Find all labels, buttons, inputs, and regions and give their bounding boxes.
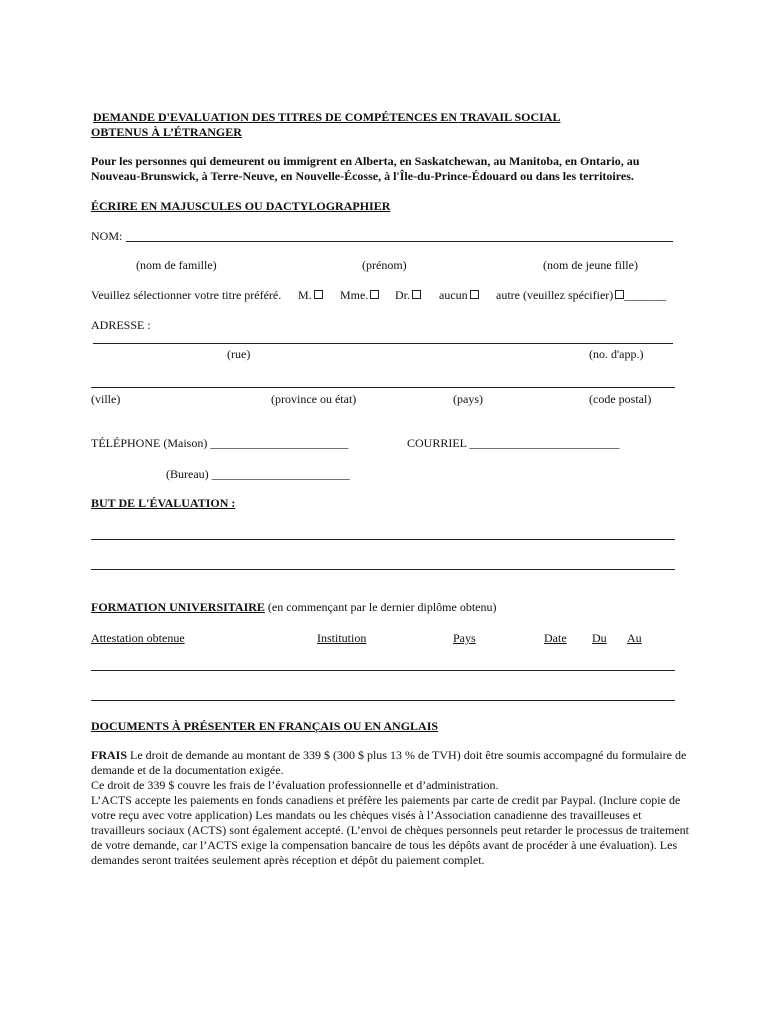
documents-heading: DOCUMENTS À PRÉSENTER EN FRANÇAIS OU EN ANGLAIS — [91, 719, 439, 733]
email-field[interactable]: COURRIEL _________________________ — [407, 436, 620, 450]
column-date: Date — [544, 631, 567, 645]
home-phone-field[interactable]: TÉLÉPHONE (Maison) _______________________ — [91, 436, 349, 450]
name-field[interactable] — [126, 241, 673, 242]
purpose-heading: BUT DE L'ÉVALUATION : — [91, 496, 236, 510]
apartment-caption: (no. d'app.) — [589, 347, 644, 361]
address-city-field[interactable] — [91, 387, 675, 388]
title-none-label: aucun — [439, 288, 468, 302]
fees-paragraph-1 — [91, 748, 691, 778]
intro-line-1: Pour les personnes qui demeurent ou immigrent en Alberta, en Saskatchewan, au Manitoba, en Ontario, au — [91, 154, 640, 168]
street-caption: (rue) — [227, 347, 251, 361]
address-label: ADRESSE : — [91, 318, 151, 332]
fees-paragraph-2: Ce droit de 339 $ couvre les frais de l’évaluation professionnelle et d’administration. — [91, 778, 499, 792]
column-credential: Attestation obtenue — [91, 631, 185, 645]
column-country: Pays — [453, 631, 476, 645]
column-to: Au — [627, 631, 642, 645]
title-other-blank: _______ — [624, 288, 667, 302]
maiden-name-caption: (nom de jeune fille) — [543, 258, 638, 272]
title-dr-label: Dr. — [395, 288, 410, 302]
title-m-label: M. — [298, 288, 312, 302]
education-heading: FORMATION UNIVERSITAIRE — [91, 600, 265, 614]
form-title-line-1: DEMANDE D'EVALUATION DES TITRES DE COMPÉTENCES EN TRAVAIL SOCIAL — [93, 110, 561, 124]
education-note: (en commençant par le dernier diplôme obtenu) — [264, 600, 497, 614]
title-option-none[interactable] — [439, 288, 479, 302]
title-other-label: autre (veuillez spécifier) — [496, 288, 614, 302]
checkbox-none[interactable] — [470, 290, 479, 299]
checkbox-dr[interactable] — [412, 290, 421, 299]
title-option-mme[interactable] — [340, 288, 379, 302]
checkbox-mme[interactable] — [370, 290, 379, 299]
instruction-heading: ÉCRIRE EN MAJUSCULES OU DACTYLOGRAPHIER — [91, 199, 391, 213]
city-caption: (ville) — [91, 392, 121, 406]
postal-code-caption: (code postal) — [589, 392, 652, 406]
purpose-field-1[interactable] — [91, 539, 675, 540]
name-label: NOM: — [91, 229, 123, 243]
fees-label: FRAIS — [91, 748, 128, 762]
address-street-field[interactable] — [93, 343, 673, 344]
fees-text-1: Le droit de demande au montant de 339 $ (300 $ plus 13 % de TVH) doit être soumis accompagné du formulaire de demande et de la documentation exigée. — [91, 748, 687, 777]
education-row-field-2[interactable] — [91, 700, 675, 701]
column-institution: Institution — [317, 631, 367, 645]
education-heading-row — [91, 600, 496, 614]
province-caption: (province ou état) — [271, 392, 357, 406]
family-name-caption: (nom de famille) — [136, 258, 217, 272]
purpose-field-2[interactable] — [91, 569, 675, 570]
title-option-m[interactable] — [298, 288, 323, 302]
education-row-field-1[interactable] — [91, 670, 675, 671]
checkbox-m[interactable] — [314, 290, 323, 299]
title-option-dr[interactable] — [395, 288, 421, 302]
work-phone-field[interactable]: (Bureau) _______________________ — [166, 467, 350, 481]
column-from: Du — [592, 631, 607, 645]
fees-paragraph-3: L’ACTS accepte les paiements en fonds canadiens et préfère les paiements par carte de credit par Paypal. (Inclure copie de votre reçu avec votre application) Les mandats ou les chèques visés à l’Association canadienne des travailleuses et travailleurs sociaux (ACTS) sont également accepté. (L’envoi de chèques personnels peut retarder le processus de traitement de votre demande, car l’ACTS exige la compensation bancaire de tous les dépôts avant de procéder à une évaluation). Les demandes seront traitées seulement après réception et dépôt du paiement complet. — [91, 793, 690, 867]
country-caption: (pays) — [453, 392, 483, 406]
form-title-line-2: OBTENUS À L’ÉTRANGER — [91, 125, 242, 139]
title-prompt: Veuillez sélectionner votre titre préféré. — [91, 288, 282, 302]
title-mme-label: Mme. — [340, 288, 369, 302]
checkbox-other[interactable] — [615, 290, 624, 299]
title-option-other[interactable] — [496, 288, 666, 302]
intro-line-2: Nouveau-Brunswick, à Terre-Neuve, en Nouvelle-Écosse, à l'Île-du-Prince-Édouard ou dans les territoires. — [91, 169, 634, 183]
first-name-caption: (prénom) — [362, 258, 407, 272]
